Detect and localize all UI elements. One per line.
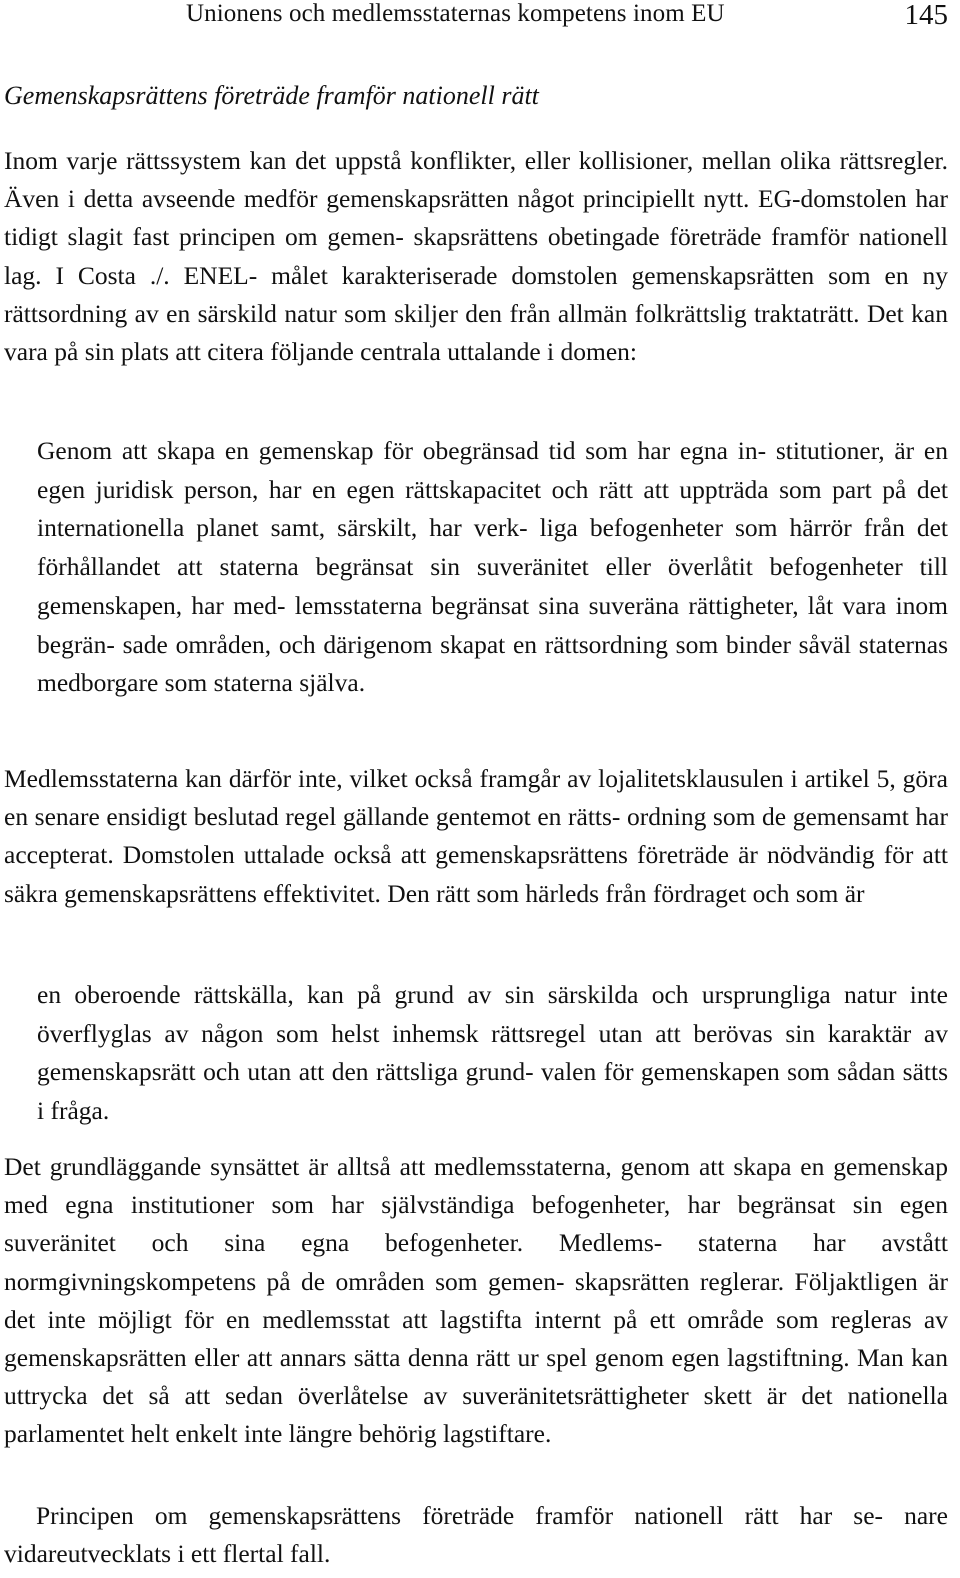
paragraph-intro: Inom varje rättssystem kan det uppstå konflikter, eller kollisioner, mellan olika rättsregler. Även i detta avseende medför gemenskapsrätten något principiellt nytt. EG-domstolen har tidigt slagit fast principen om gemen- skapsrättens obetingade företräde framför nationell lag. I Costa ./. ENEL- målet karakteriserade domstolen gemenskapsrätten som en ny rättsordning av en särskild natur som skiljer den från allmän folkrättslig traktaträtt. Det kan vara på sin plats att citera följande centrala uttalande i domen: xyxy=(4,146,948,367)
block-quote-costa-enel: Genom att skapa en gemenskap för obegränsad tid som har egna in- stitutioner, är en egen juridisk person, har en egen rättskapacitet och rätt att uppträda som part på det internationella planet samt, särskilt, har verk- liga befogenheter som härrör från det förhållandet att staterna begränsat sin suveränitet eller överlåtit befogenheter till gemenskapen, har med- lemsstaterna begränsat sina suveräna rättigheter, låt vara inom begrän- sade områden, och därigenom skapat en rättsordning som binder såväl staternas medborgare som staterna själva. xyxy=(37,436,948,698)
running-title: Unionens och medlemsstaternas kompetens inom EU xyxy=(186,0,725,27)
running-header xyxy=(186,0,948,32)
page-number: 145 xyxy=(904,0,948,31)
block-quote-independent-source: en oberoende rättskälla, kan på grund av sin särskilda och ursprungliga natur inte överflyglas av någon som helst inhemsk rättsregel utan att berövas sin karaktär av gemenskapsrätt och utan att den rättsliga grund- valen för gemenskapen som sådan sätts i fråga. xyxy=(37,980,948,1126)
section-title: Gemenskapsrättens företräde framför nationell rätt xyxy=(4,81,539,110)
paragraph-fundamental-view: Det grundläggande synsättet är alltså att medlemsstaterna, genom att skapa en gemenskap med egna institutioner som har självständiga befogenheter, har begränsat sin egen suveränitet och sina egna befogenheter. Medlems- staterna har avstått normgivningskompetens på de områden som gemen- skapsrätten reglerar. Följaktligen är det inte möjligt för en medlemsstat att lagstifta internt på ett område som regleras av gemenskapsrätten eller att annars sätta denna rätt ur spel genom egen lagstiftning. Man kan uttrycka det så att sedan överlåtelse av suveränitetsrättigheter skett är det nationella parlamentet helt enkelt inte längre behörig lagstiftare. xyxy=(4,1152,948,1449)
paragraph-principle-development: Principen om gemenskapsrättens företräde framför nationell rätt har se- nare vidareutvecklats i ett flertal fall. xyxy=(4,1501,948,1569)
paragraph-loyalty-clause: Medlemsstaterna kan därför inte, vilket också framgår av lojalitetsklausulen i artikel 5, göra en senare ensidigt beslutad regel gällande gentemot en rätts- ordning som de gemensamt har accepterat. Domstolen uttalade också att gemenskapsrättens företräde är nödvändig för att säkra gemenskapsrättens effektivitet. Den rätt som härleds från fördraget och som är xyxy=(4,764,948,908)
